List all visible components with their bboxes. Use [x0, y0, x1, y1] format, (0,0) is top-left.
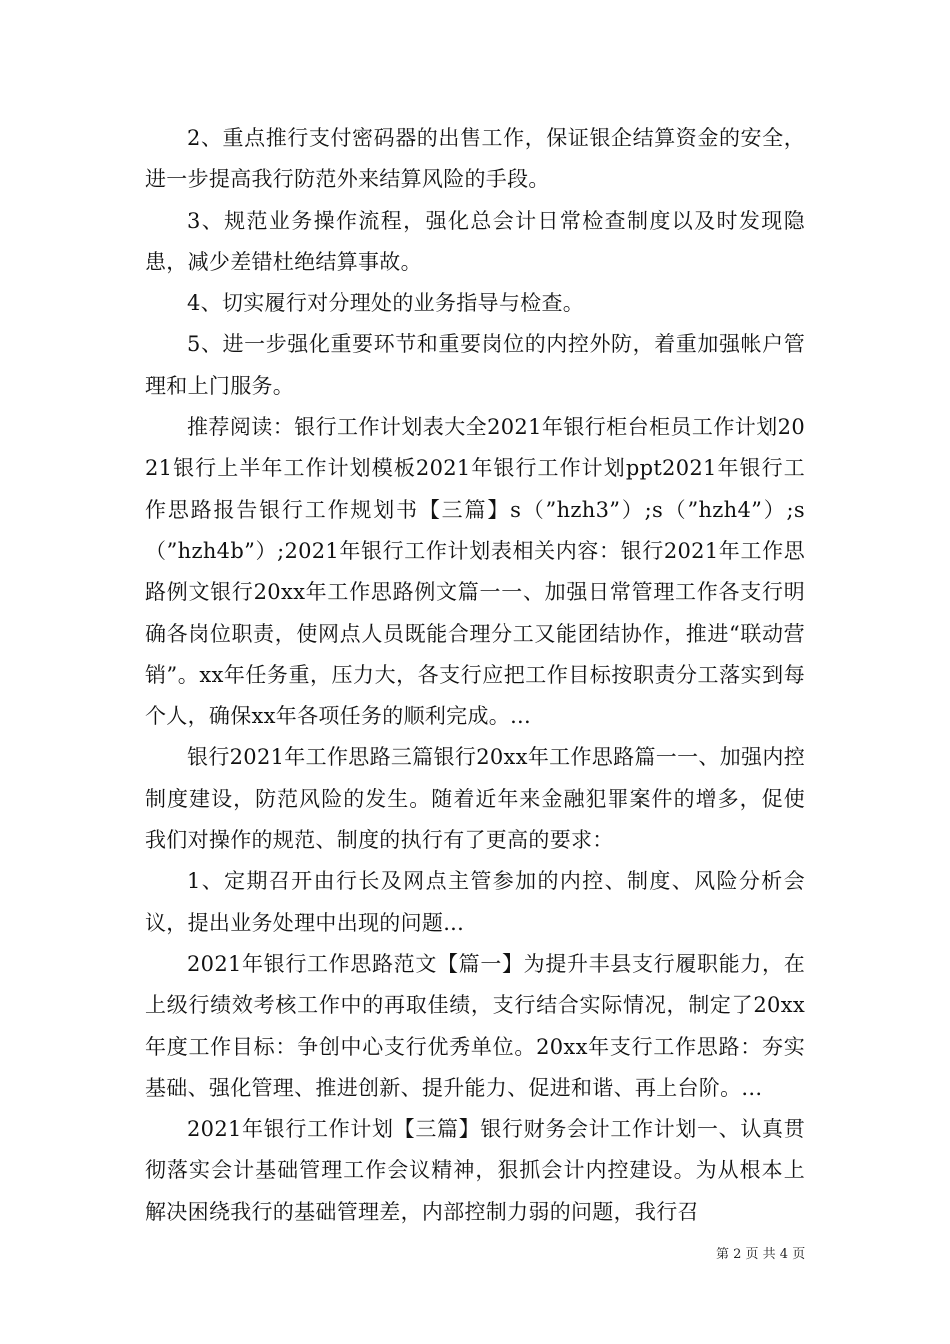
page-number-footer: 第 2 页 共 4 页 [716, 1247, 806, 1262]
recommended-reading-paragraph: 推荐阅读：银行工作计划表大全2021年银行柜台柜员工作计划2021银行上半年工作计划模板2021年银行工作计划ppt2021年银行工作思路报告银行工作规划书【三篇】s（”hzh3”）;s（”hzh4”）;s（”hzh4b”）;2021年银行工作计划表相关内容：银行2021年工作思路例文银行20xx年工作思路例文篇一一、加强日常管理工作各支行明确各岗位职责，使网点人员既能合理分工又能团结协作，推进“联动营销”。xx年任务重，压力大，各支行应把工作目标按职责分工落实到每个人，确保xx年各项任务的顺利完成。... [145, 415, 805, 729]
paragraph-item-4: 4、切实履行对分理处的业务指导与检查。 [187, 291, 585, 316]
paragraph-item-5: 5、进一步强化重要环节和重要岗位的内控外防，着重加强帐户管理和上门服务。 [145, 332, 805, 398]
paragraph-item-2: 2、重点推行支付密码器的出售工作，保证银企结算资金的安全，进一步提高我行防范外来结算风险的手段。 [145, 126, 805, 192]
document-body [145, 118, 805, 1233]
paragraph-item-3: 3、规范业务操作流程，强化总会计日常检查制度以及时发现隐患，减少差错杜绝结算事故。 [145, 208, 805, 274]
paragraph-work-ideas-sample: 2021年银行工作思路范文【篇一】为提升丰县支行履职能力，在上级行绩效考核工作中的再取佳绩，支行结合实际情况，制定了20xx年度工作目标：争创中心支行优秀单位。20xx年支行工作思路：夯实基础、强化管理、推进创新、提升能力、促进和谐、再上台阶。... [145, 951, 805, 1100]
paragraph-work-ideas-three: 银行2021年工作思路三篇银行20xx年工作思路篇一一、加强内控制度建设，防范风险的发生。随着近年来金融犯罪案件的增多，促使我们对操作的规范、制度的执行有了更高的要求： [145, 745, 805, 853]
paragraph-work-plan-three: 2021年银行工作计划【三篇】银行财务会计工作计划一、认真贯彻落实会计基础管理工作会议精神，狠抓会计内控建设。为从根本上解决困绕我行的基础管理差，内部控制力弱的问题，我行召 [145, 1117, 805, 1224]
paragraph-item-1-meeting: 1、定期召开由行长及网点主管参加的内控、制度、风险分析会议，提出业务处理中出现的问题... [145, 869, 805, 935]
